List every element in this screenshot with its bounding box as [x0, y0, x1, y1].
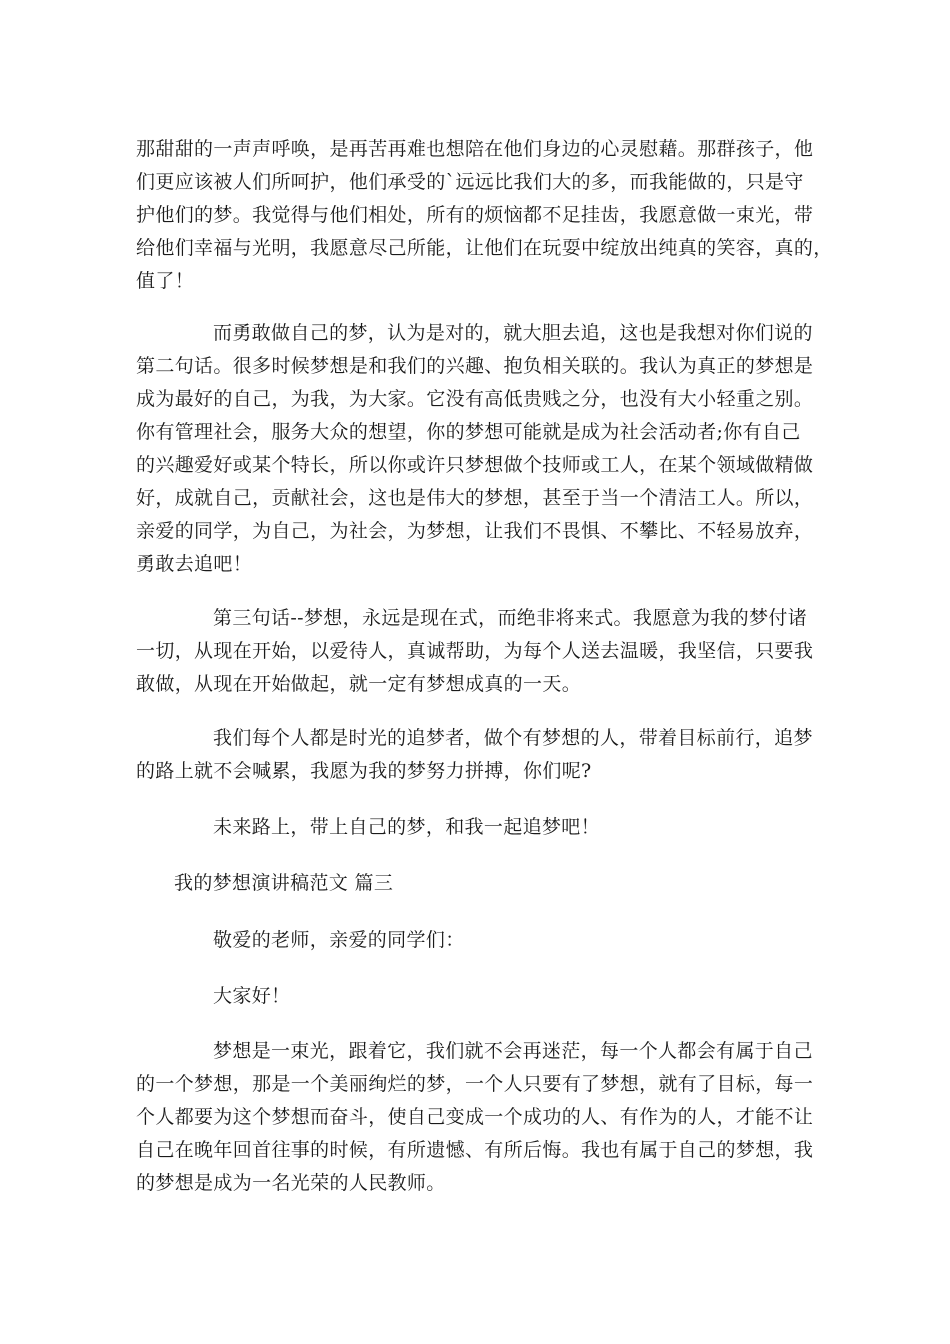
- paragraph-6-line-5: 的梦想是成为一名光荣的人民教师。: [136, 1172, 446, 1194]
- paragraph-1-line-4: 给他们幸福与光明，我愿意尽己所能，让他们在玩耍中绽放出纯真的笑容，真的，: [136, 237, 833, 259]
- paragraph-1-line-1: 那甜甜的一声声呼唤，是再苦再难也想陪在他们身边的心灵慰藉。那群孩子，他: [136, 138, 814, 160]
- paragraph-2-line-3: 成为最好的自己，为我，为大家。它没有高低贵贱之分，也没有大小轻重之别。: [136, 388, 814, 410]
- paragraph-6-line-4: 自己在晚年回首往事的时候，有所遗憾、有所后悔。我也有属于自己的梦想，我: [136, 1139, 814, 1161]
- paragraph-6-line-2: 的一个梦想，那是一个美丽绚烂的梦，一个人只要有了梦想，就有了目标，每一: [136, 1073, 814, 1095]
- paragraph-4-line-1: 我们每个人都是时光的追梦者，做个有梦想的人，带着目标前行，追梦: [213, 727, 813, 749]
- paragraph-1-line-5: 值了！: [136, 270, 195, 292]
- section-heading: 我的梦想演讲稿范文 篇三: [174, 872, 394, 894]
- paragraph-3-line-3: 敢做，从现在开始做起，就一定有梦想成真的一天。: [136, 673, 582, 695]
- paragraph-2-line-8: 勇敢去追吧！: [136, 553, 253, 575]
- paragraph-6-line-3: 个人都要为这个梦想而奋斗，使自己变成一个成功的人、有作为的人，才能不让: [136, 1106, 814, 1128]
- paragraph-1-line-2: 们更应该被人们所呵护，他们承受的`远远比我们大的多，而我能做的，只是守: [136, 171, 804, 193]
- paragraph-2-line-6: 好，成就自己，贡献社会，这也是伟大的梦想，甚至于当一个清洁工人。所以，: [136, 487, 814, 509]
- paragraph-2-line-2: 第二句话。很多时候梦想是和我们的兴趣、抱负相关联的。我认为真正的梦想是: [136, 355, 814, 377]
- paragraph-3-line-1: 第三句话--梦想，永远是现在式，而绝非将来式。我愿意为我的梦付诸: [213, 607, 808, 629]
- salutation: 敬爱的老师，亲爱的同学们：: [213, 929, 465, 951]
- paragraph-6-line-1: 梦想是一束光，跟着它，我们就不会再迷茫，每一个人都会有属于自己: [213, 1040, 813, 1062]
- paragraph-2-line-5: 的兴趣爱好或某个特长，所以你或许只梦想做个技师或工人，在某个领域做精做: [136, 454, 814, 476]
- paragraph-5: 未来路上，带上自己的梦，和我一起追梦吧！: [213, 816, 601, 838]
- paragraph-2-line-4: 你有管理社会，服务大众的想望，你的梦想可能就是成为社会活动者;你有自己: [136, 421, 801, 443]
- paragraph-4-line-2: 的路上就不会喊累，我愿为我的梦努力拼搏，你们呢?: [136, 760, 592, 782]
- greeting: 大家好！: [213, 985, 291, 1007]
- paragraph-3-line-2: 一切，从现在开始，以爱待人，真诚帮助，为每个人送去温暖，我坚信，只要我: [136, 640, 814, 662]
- paragraph-2-line-7: 亲爱的同学，为自己，为社会，为梦想，让我们不畏惧、不攀比、不轻易放弃，: [136, 520, 814, 542]
- paragraph-1-line-3: 护他们的梦。我觉得与他们相处，所有的烦恼都不足挂齿，我愿意做一束光，带: [136, 204, 814, 226]
- paragraph-2-line-1: 而勇敢做自己的梦，认为是对的，就大胆去追，这也是我想对你们说的: [213, 322, 813, 344]
